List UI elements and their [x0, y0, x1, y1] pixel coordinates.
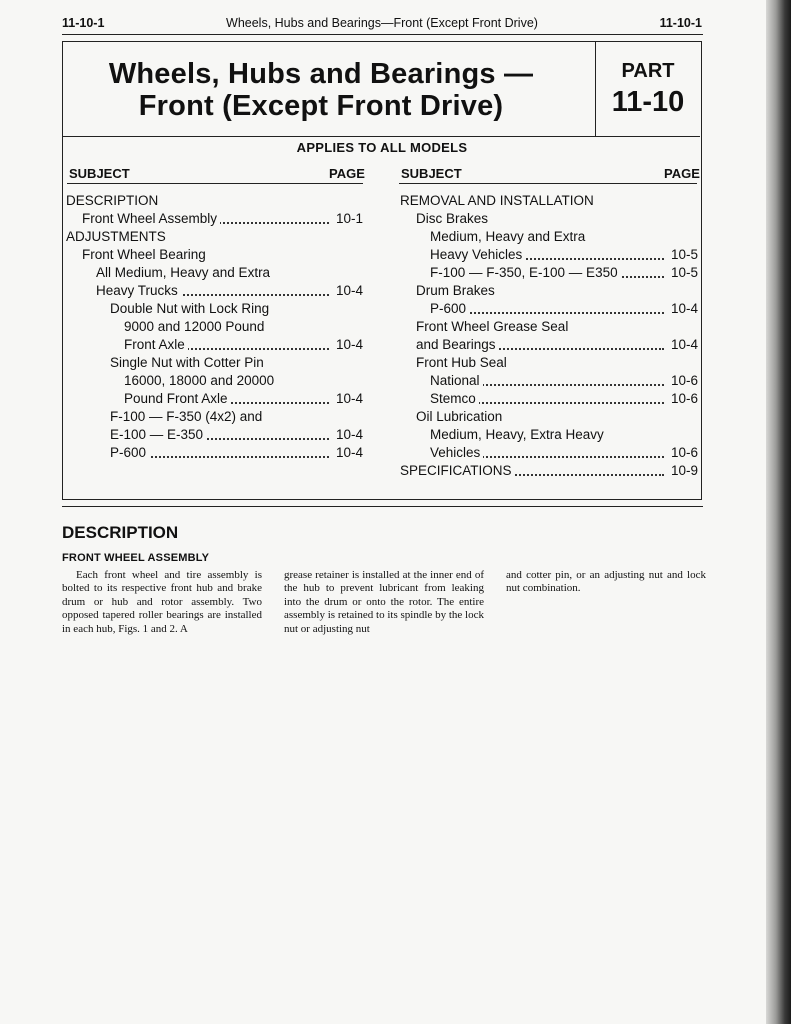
toc-left-entry[interactable]: All Medium, Heavy and Extra	[96, 265, 271, 280]
applies-to-all-models: APPLIES TO ALL MODELS	[296, 140, 468, 155]
toc-left-entry[interactable]: DESCRIPTION	[66, 193, 159, 208]
toc-right-entry[interactable]: Medium, Heavy and Extra	[430, 229, 586, 244]
toc-left-entry[interactable]: Pound Front Axle 10-4	[124, 391, 363, 406]
part-number: 11-10	[611, 86, 685, 118]
body-column-2: grease retainer is installed at the inner end of the hub to prevent lubricant from leaking into the drum or onto the rotor. The entire assembly is retained to its spindle by the lock nut or adjusting nut	[284, 569, 484, 635]
body-column-1: Each front wheel and tire assembly is bolted to its respective front hub and brake drum or hub and rotor assembly. Two opposed tapered roller bearings are installed in each hub, Figs. 1 and 2. A	[62, 569, 262, 635]
toc-right-entry[interactable]: Medium, Heavy, Extra Heavy	[430, 427, 604, 442]
toc-right-entry[interactable]: Front Wheel Grease Seal	[416, 319, 569, 334]
toc-right-entry[interactable]: National 10-6	[430, 373, 698, 388]
toc-left-entry[interactable]: Double Nut with Lock Ring	[110, 301, 270, 316]
toc-left-entry[interactable]: 16000, 18000 and 20000	[124, 373, 275, 388]
page-edge-shadow	[766, 0, 791, 1024]
toc-left-entry[interactable]: Single Nut with Cotter Pin	[110, 355, 264, 370]
toc-left-entry[interactable]: E-100 — E-350 10-4	[110, 427, 363, 442]
toc-left-entry[interactable]: Front Axle 10-4	[124, 337, 363, 352]
toc-right-entry[interactable]: Front Hub Seal	[416, 355, 507, 370]
running-head	[62, 14, 702, 34]
toc-right-entry[interactable]: Drum Brakes	[416, 283, 495, 298]
title-line-1: Wheels, Hubs and Bearings —	[108, 58, 534, 90]
running-head-title: Wheels, Hubs and Bearings—Front (Except Front Drive)	[226, 16, 538, 30]
page-number-right: 11-10-1	[659, 16, 702, 30]
toc-left-entry[interactable]: Front Wheel Assembly 10-1	[82, 211, 363, 226]
part-label: PART	[621, 60, 675, 82]
right-header-rule	[399, 183, 697, 184]
body-column-3: and cotter pin, or an adjusting nut and lock nut combination.	[506, 569, 706, 595]
left-subject-header: SUBJECT	[69, 166, 130, 181]
toc-right-entry[interactable]: Heavy Vehicles 10-5	[430, 247, 698, 262]
toc-left-entry[interactable]: Heavy Trucks 10-4	[96, 283, 363, 298]
top-rule	[62, 34, 703, 35]
toc-left-entry[interactable]: F-100 — F-350 (4x2) and	[110, 409, 263, 424]
toc-right-entry[interactable]: P-600 10-4	[430, 301, 698, 316]
toc-left-entry[interactable]: ADJUSTMENTS	[66, 229, 166, 244]
title-cell	[63, 42, 596, 137]
toc-left-entry[interactable]: 9000 and 12000 Pound	[124, 319, 265, 334]
title-line-2: Front (Except Front Drive)	[138, 90, 504, 122]
toc-right-entry[interactable]: and Bearings 10-4	[416, 337, 698, 352]
description-heading: DESCRIPTION	[62, 523, 179, 542]
left-header-rule	[67, 183, 363, 184]
part-cell	[596, 42, 700, 137]
page-number-left: 11-10-1	[62, 16, 105, 30]
toc-left-entry[interactable]: Front Wheel Bearing	[82, 247, 206, 262]
right-page-header: PAGE	[664, 166, 700, 181]
contents-box	[62, 41, 702, 500]
front-wheel-assembly-subheading: FRONT WHEEL ASSEMBLY	[62, 552, 210, 564]
toc-left-entry[interactable]: P-600 10-4	[110, 445, 363, 460]
toc-right-entry[interactable]: Stemco 10-6	[430, 391, 698, 406]
toc-right-entry[interactable]: SPECIFICATIONS 10-9	[400, 463, 698, 478]
toc-right-entry[interactable]: Vehicles 10-6	[430, 445, 698, 460]
right-subject-header: SUBJECT	[401, 166, 462, 181]
left-page-header: PAGE	[329, 166, 365, 181]
toc-right-entry[interactable]: F-100 — F-350, E-100 — E350 10-5	[430, 265, 698, 280]
toc-right-entry[interactable]: Oil Lubrication	[416, 409, 503, 424]
section-rule	[62, 506, 703, 507]
toc-right-entry[interactable]: REMOVAL AND INSTALLATION	[400, 193, 594, 208]
toc-right-entry[interactable]: Disc Brakes	[416, 211, 489, 226]
